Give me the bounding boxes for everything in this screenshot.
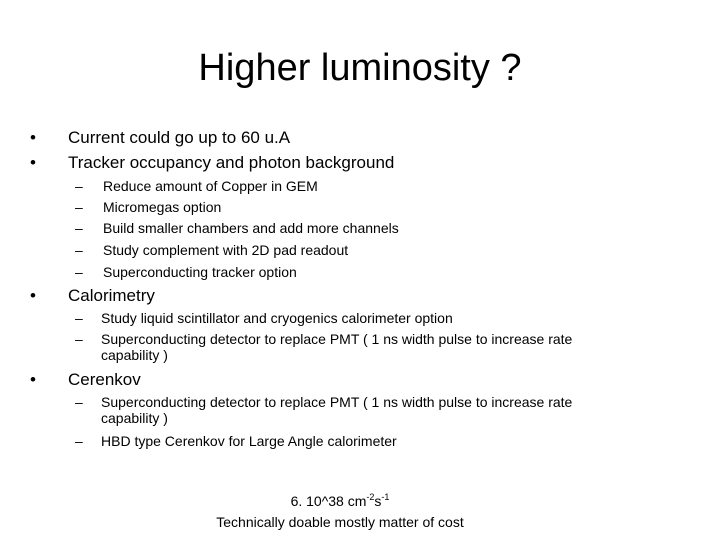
subitem-text: Superconducting tracker option (103, 264, 297, 280)
subitem-text: Build smaller chambers and add more channels (103, 220, 399, 236)
subitem-text: Micromegas option (103, 199, 222, 215)
dash-marker: – (75, 264, 83, 280)
bullet-marker: • (30, 286, 36, 305)
subitem-text: HBD type Cerenkov for Large Angle calorimeter (101, 433, 397, 449)
subitem-text: Study liquid scintillator and cryogenics calorimeter option (101, 310, 453, 326)
bullet-text: Current could go up to 60 u.A (68, 128, 291, 147)
bullet-marker: • (30, 370, 36, 389)
footer-luminosity-unit: s (374, 493, 382, 509)
bullet-text: Calorimetry (68, 286, 155, 305)
bullet-marker: • (30, 128, 36, 147)
footer-luminosity (0, 492, 680, 510)
dash-marker: – (75, 199, 83, 215)
footer-exp2: -1 (381, 492, 390, 502)
dash-marker: – (75, 433, 83, 449)
dash-marker: – (75, 178, 83, 194)
subitem-text: Superconducting detector to replace PMT ( 1 ns width pulse to increase rate (101, 394, 573, 410)
bullet-marker: • (30, 153, 36, 172)
slide-title: Higher luminosity ? (198, 47, 522, 89)
subitem-text: capability ) (101, 347, 168, 363)
dash-marker: – (75, 242, 83, 258)
bullet-text: Tracker occupancy and photon background (68, 153, 395, 172)
bullet-text: Cerenkov (68, 370, 141, 389)
footer-luminosity-prefix: 6. 10^38 cm (290, 493, 367, 509)
subitem-text: Reduce amount of Copper in GEM (103, 178, 318, 194)
footer-exp1: -2 (366, 492, 375, 502)
dash-marker: – (75, 310, 83, 326)
subitem-text: Study complement with 2D pad readout (103, 242, 349, 258)
dash-marker: – (75, 331, 83, 347)
dash-marker: – (75, 220, 83, 236)
footer-note: Technically doable mostly matter of cost (216, 514, 464, 530)
subitem-text: capability ) (101, 410, 168, 426)
dash-marker: – (75, 394, 83, 410)
subitem-text: Superconducting detector to replace PMT ( 1 ns width pulse to increase rate (101, 331, 573, 347)
